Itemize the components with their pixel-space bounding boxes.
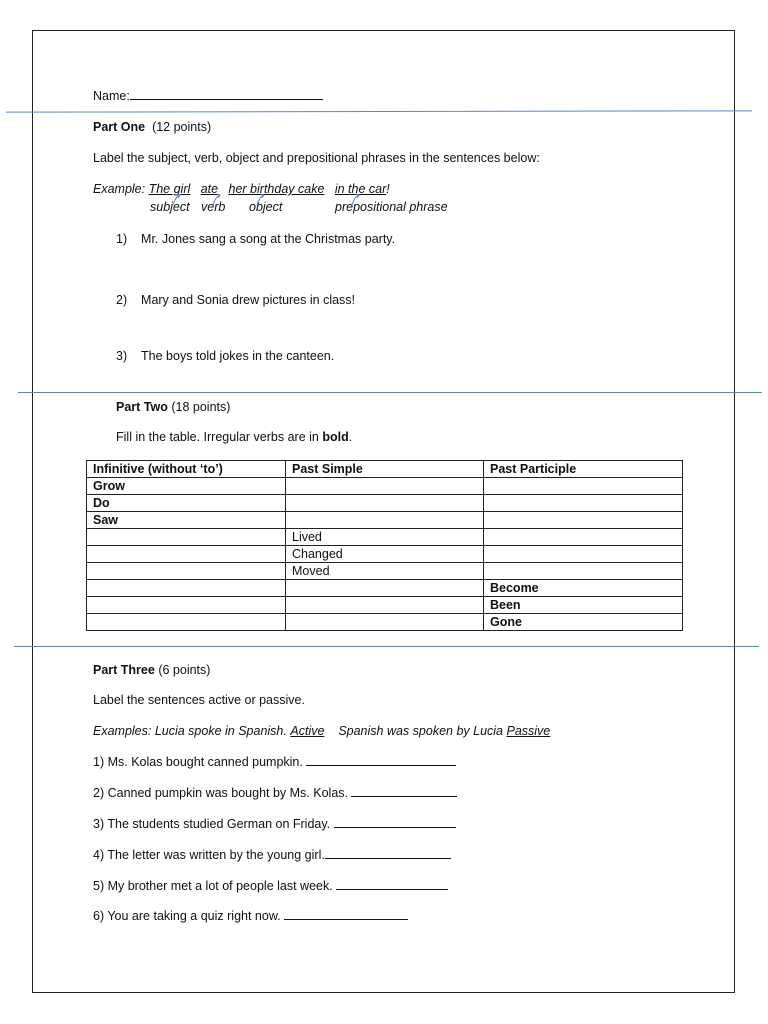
part-one-heading [93, 119, 211, 135]
part-one-sentence-3 [116, 348, 334, 364]
table-row [87, 529, 683, 546]
part-one-title: Part One [93, 120, 146, 134]
examples-text-passive: Spanish was spoken by Lucia [338, 724, 503, 738]
part-three-title: Part Three [93, 663, 155, 677]
header-past-participle: Past Participle [484, 461, 683, 478]
table-cell-blank[interactable] [87, 597, 286, 614]
table-cell-blank[interactable] [484, 563, 683, 580]
examples-text: Examples: Lucia spoke in Spanish. [93, 724, 287, 738]
table-cell-blank[interactable] [286, 495, 484, 512]
sentence-text: Mary and Sonia drew pictures in class! [141, 293, 356, 307]
example-label: Example: [93, 182, 146, 196]
table-cell-blank[interactable] [87, 563, 286, 580]
part-one-instruction: Label the subject, verb, object and prepositional phrases in the sentences below: [93, 151, 540, 165]
example-active: Active [290, 724, 325, 738]
header-past-simple: Past Simple [286, 461, 484, 478]
part-three-examples [93, 723, 550, 739]
table-cell-blank[interactable] [286, 597, 484, 614]
table-cell-blank[interactable] [87, 529, 286, 546]
part-three-question-6 [93, 908, 408, 924]
table-cell-blank[interactable] [286, 478, 484, 495]
table-row [87, 597, 683, 614]
answer-blank[interactable] [336, 878, 448, 890]
answer-blank[interactable] [284, 908, 408, 920]
name-label: Name: [93, 89, 130, 103]
table-cell: Become [484, 580, 683, 597]
header-infinitive: Infinitive (without ‘to’) [87, 461, 286, 478]
arrow-icon [254, 193, 274, 207]
example-sentence [93, 181, 390, 197]
part-three-question-2 [93, 785, 457, 801]
table-cell: Changed [286, 546, 484, 563]
table-row [87, 512, 683, 529]
table-cell-blank[interactable] [484, 478, 683, 495]
instruction-text: Fill in the table. Irregular verbs are in [116, 430, 323, 444]
question-text: 2) Canned pumpkin was bought by Ms. Kolas. [93, 786, 348, 800]
sentence-number: 2) [116, 293, 128, 307]
table-cell: Moved [286, 563, 484, 580]
table-row [87, 546, 683, 563]
separator-line [18, 392, 762, 393]
table-row [87, 495, 683, 512]
instruction-bold-word: bold [322, 430, 349, 444]
part-three-question-3 [93, 816, 456, 832]
example-end: ! [386, 182, 390, 196]
name-field [93, 88, 323, 104]
arrow-icon [210, 193, 230, 207]
question-text: 5) My brother met a lot of people last week. [93, 879, 333, 893]
part-two-points: (18 points) [171, 400, 231, 414]
table-cell-blank[interactable] [286, 580, 484, 597]
answer-blank[interactable] [306, 754, 456, 766]
table-cell: Been [484, 597, 683, 614]
instruction-end: . [348, 430, 353, 444]
part-one-points: (12 points) [152, 120, 212, 134]
answer-blank[interactable] [325, 847, 451, 859]
example-label-subject: subject [150, 200, 190, 214]
table-header-row [87, 461, 683, 478]
example-verb: ate [200, 182, 219, 196]
question-text: 4) The letter was written by the young girl. [93, 848, 325, 862]
part-three-question-4 [93, 847, 451, 863]
example-passive: Passive [506, 724, 551, 738]
table-cell-blank[interactable] [286, 614, 484, 631]
table-row [87, 478, 683, 495]
part-three-instruction: Label the sentences active or passive. [93, 693, 305, 707]
table-cell-blank[interactable] [484, 546, 683, 563]
table-cell-blank[interactable] [87, 546, 286, 563]
part-one-sentence-1 [116, 231, 395, 247]
table-row [87, 614, 683, 631]
table-cell-blank[interactable] [87, 580, 286, 597]
table-cell: Do [87, 495, 286, 512]
example-label-object: object [249, 200, 283, 214]
part-three-points: (6 points) [158, 663, 211, 677]
example-label-verb: verb [201, 200, 226, 214]
separator-line [14, 646, 759, 647]
arrow-icon [349, 193, 369, 207]
example-object: her birthday cake [228, 182, 325, 196]
example-prepositional-phrase: in the car [334, 182, 387, 196]
table-cell-blank[interactable] [484, 512, 683, 529]
part-three-question-5 [93, 878, 448, 894]
part-one-sentence-2 [116, 292, 355, 308]
question-text: 6) You are taking a quiz right now. [93, 909, 281, 923]
part-three-question-1 [93, 754, 456, 770]
sentence-number: 3) [116, 349, 128, 363]
arrow-icon [170, 193, 190, 207]
table-cell-blank[interactable] [286, 512, 484, 529]
table-row [87, 563, 683, 580]
table-row [87, 580, 683, 597]
answer-blank[interactable] [334, 816, 456, 828]
question-text: 3) The students studied German on Friday. [93, 817, 331, 831]
part-two-title: Part Two [116, 400, 168, 414]
part-three-heading [93, 662, 210, 678]
table-cell: Grow [87, 478, 286, 495]
sentence-number: 1) [116, 232, 128, 246]
example-subject: The girl [148, 182, 191, 196]
part-two-instruction [116, 429, 352, 445]
part-two-heading [116, 399, 230, 415]
answer-blank[interactable] [351, 785, 457, 797]
example-label-prepositional-phrase: prepositional phrase [335, 200, 448, 214]
name-blank[interactable] [130, 88, 323, 100]
table-cell-blank[interactable] [484, 529, 683, 546]
table-cell-blank[interactable] [87, 614, 286, 631]
table-cell: Gone [484, 614, 683, 631]
question-text: 1) Ms. Kolas bought canned pumpkin. [93, 755, 303, 769]
sentence-text: The boys told jokes in the canteen. [141, 349, 335, 363]
sentence-text: Mr. Jones sang a song at the Christmas party. [141, 232, 396, 246]
verb-table [86, 460, 683, 631]
table-cell: Saw [87, 512, 286, 529]
table-cell: Lived [286, 529, 484, 546]
table-cell-blank[interactable] [484, 495, 683, 512]
